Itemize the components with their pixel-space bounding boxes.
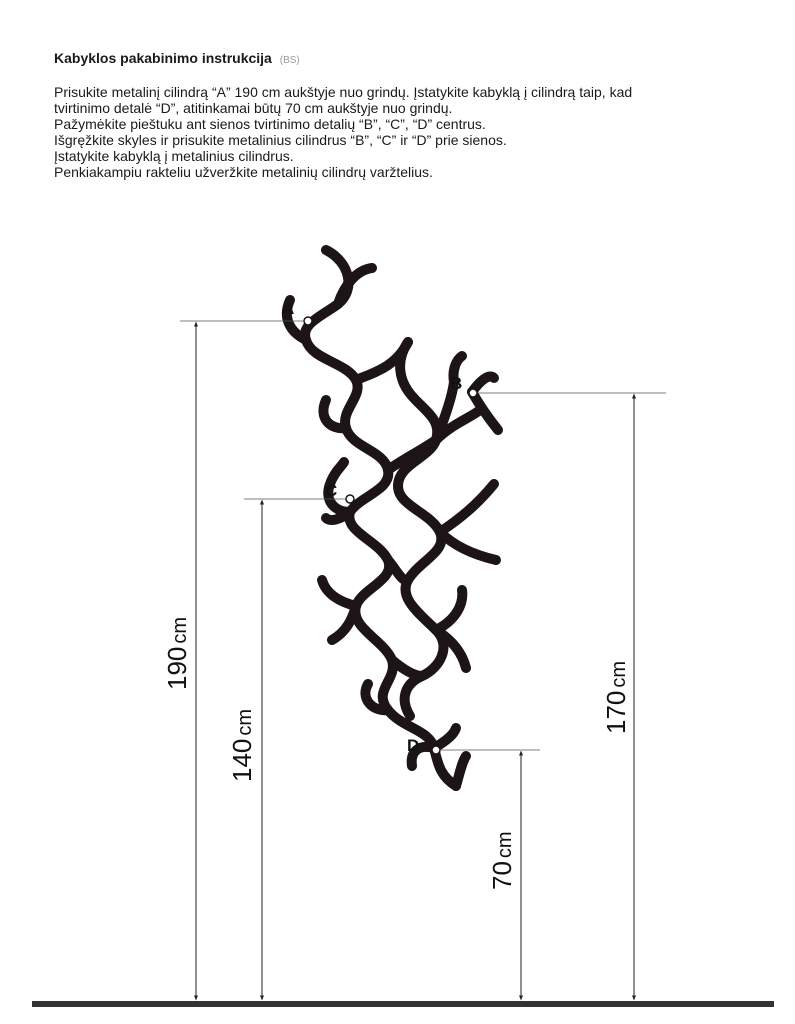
label-a: A: [282, 299, 295, 318]
instruction-line: Įstatykite kabyklą į metalinius cilindrus.: [54, 148, 294, 164]
instruction-line: Penkiakampiu rakteliu užveržkite metalinių cilindrų varžtelius.: [54, 164, 433, 180]
title-text: Kabyklos pakabinimo instrukcija: [54, 50, 272, 66]
dimension-d-label: 70cm: [487, 831, 517, 890]
dimension-c-label: 140cm: [227, 708, 257, 782]
instruction-line: Prisukite metalinį cilindrą “A” 190 cm aukštyje nuo grindų. Įstatykite kabyklą į cilindrą taip, kad: [54, 84, 633, 100]
label-c: C: [325, 481, 338, 500]
mount-point-c: [346, 495, 354, 503]
extension-lines: [180, 321, 666, 750]
floor-line: [32, 1001, 774, 1007]
dimension-a-label: 190cm: [162, 616, 192, 690]
label-b: B: [450, 374, 463, 393]
instruction-line: Pažymėkite pieštuku ant sienos tvirtinimo detalių “B”, “C”, “D” centrus.: [54, 116, 486, 132]
mount-point-d: [432, 746, 440, 754]
coat-hanger: [287, 250, 498, 786]
mount-point-a: [304, 317, 312, 325]
mount-point-b: [469, 389, 477, 397]
dimension-b-label: 170cm: [601, 660, 631, 734]
instruction-line: Išgręžkite skyles ir prisukite metalinius cilindrus “B”, “C” ir “D” prie sienos.: [54, 132, 507, 148]
dimension-lines: [196, 324, 634, 998]
model-code: (BS): [279, 55, 300, 66]
label-d: D: [407, 736, 420, 755]
instruction-line: tvirtinimo detalė “D”, atitinkamai būtų 70 cm aukštyje nuo grindų.: [54, 100, 453, 116]
